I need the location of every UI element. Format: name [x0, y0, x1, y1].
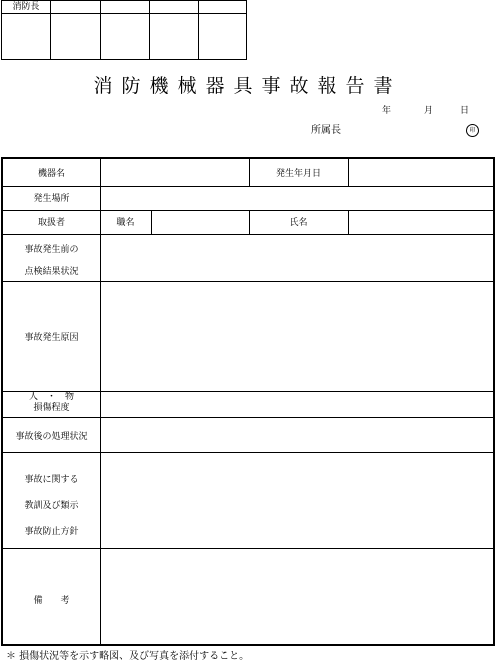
pre-inspection-label: [3, 239, 100, 283]
equipment-name-label: 機器名: [37, 169, 65, 179]
remarks-label: 備 考: [33, 596, 70, 606]
col-divider: [151, 210, 152, 234]
pre-inspection-label-line1: 事故発生前の: [24, 245, 79, 255]
report-table: [1, 157, 495, 646]
row-divider: [3, 210, 493, 211]
damage-degree-label-line1: 人 ・ 物: [28, 392, 74, 402]
department-chief-label: 所属長: [311, 125, 341, 136]
row-divider: [3, 186, 493, 187]
job-title-label: 職名: [116, 218, 135, 228]
damage-degree-label: [3, 392, 100, 414]
stamp-divider: [149, 1, 150, 59]
occurrence-place-label: 発生場所: [33, 194, 70, 204]
row-divider: [3, 452, 493, 453]
date-day-label: 日: [460, 106, 470, 116]
damage-degree-label-line2: 損傷程度: [33, 403, 70, 413]
date-month-label: 月: [424, 106, 434, 116]
post-handling-label: 事故後の処理状況: [15, 432, 88, 442]
stamp-divider: [50, 1, 51, 59]
label-column-divider: [100, 159, 101, 644]
name-label: 氏名: [289, 218, 308, 228]
stamp-divider: [198, 1, 199, 59]
fire-chief-label: 消防長: [12, 2, 40, 12]
stamp-divider: [100, 1, 101, 59]
date-year-label: 年: [382, 106, 392, 116]
occurrence-date-label: 発生年月日: [275, 169, 321, 179]
lessons-label: [3, 467, 100, 545]
lessons-label-line2: 教訓及び類示: [24, 501, 79, 511]
col-divider: [348, 159, 349, 186]
row-divider: [3, 548, 493, 549]
footnote: ＊ 損傷状況等を示す略図、及び写真を添付すること。: [6, 651, 250, 662]
row-divider: [3, 234, 493, 235]
col-divider: [348, 210, 349, 234]
seal-mark: 印: [466, 124, 479, 137]
approval-stamp-box: [1, 0, 247, 60]
row-divider: [3, 417, 493, 418]
lessons-label-line1: 事故に関する: [24, 475, 79, 485]
handler-label: 取扱者: [37, 218, 65, 228]
pre-inspection-label-line2: 点検結果状況: [24, 267, 79, 277]
lessons-label-line3: 事故防止方針: [24, 527, 79, 537]
page-title: 消防機械器具事故報告書: [93, 75, 402, 97]
cause-label: 事故発生原因: [24, 333, 79, 343]
